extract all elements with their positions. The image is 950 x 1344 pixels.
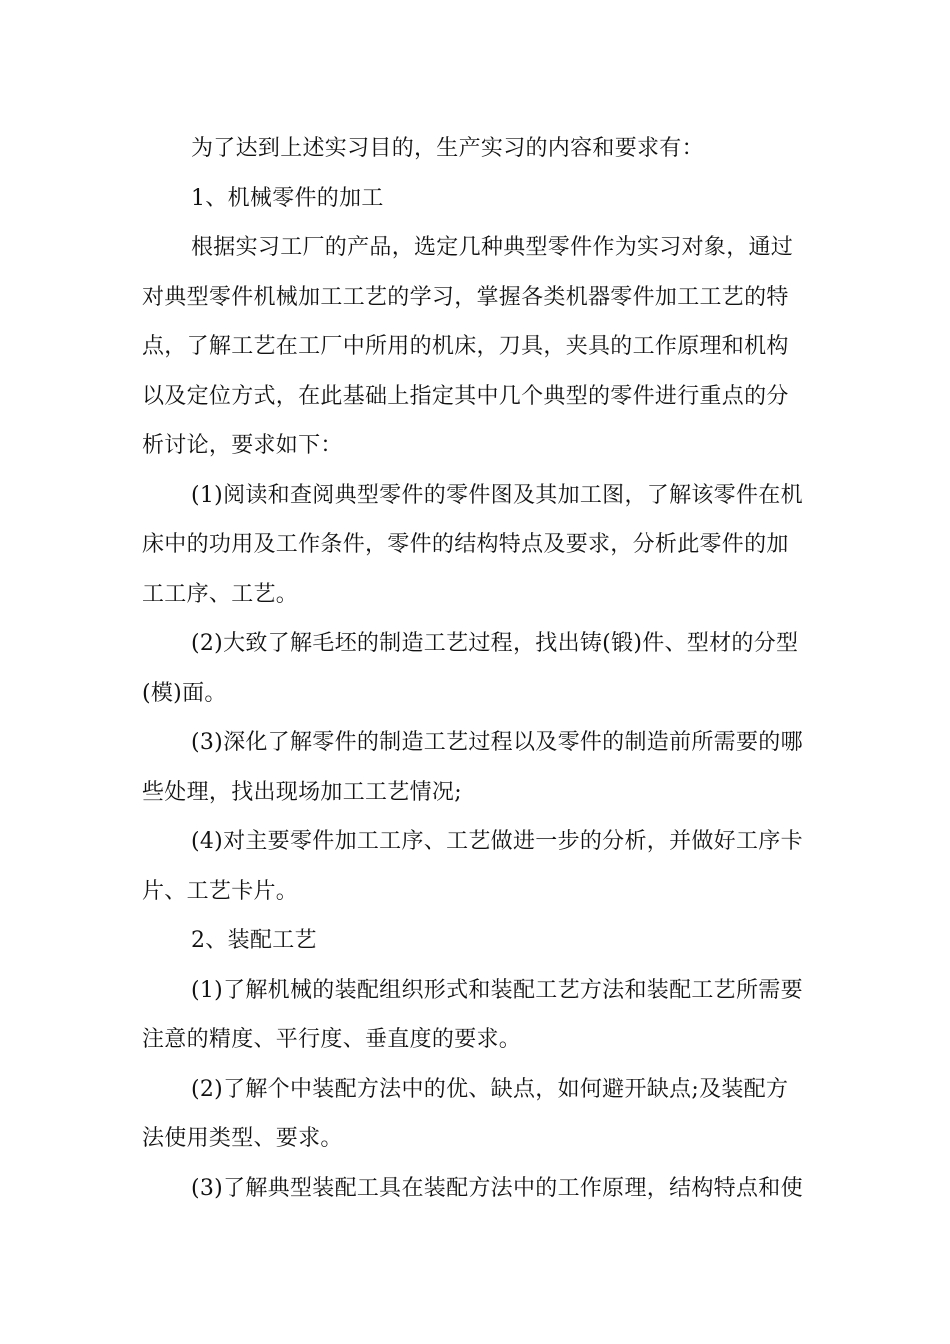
list-item-machining-2: [142, 619, 810, 718]
list-item-machining-4: [142, 817, 810, 916]
text-line: 片、工艺卡片。: [142, 878, 299, 904]
text-line: (1)了解机械的装配组织形式和装配工艺方法和装配工艺所需要: [191, 977, 803, 1003]
list-item-machining-3: [142, 718, 810, 817]
document-body: [142, 124, 810, 1213]
text-line: (3)深化了解零件的制造工艺过程以及零件的制造前所需要的哪: [191, 730, 803, 755]
text-line: (3)了解典型装配工具在装配方法中的工作原理，结构特点和使: [191, 1175, 803, 1201]
list-item-assembly-2: [142, 1065, 810, 1164]
text-line: (4)对主要零件加工工序、工艺做进一步的分析，并做好工序卡: [191, 829, 803, 854]
text-line: 析讨论，要求如下：: [142, 433, 343, 458]
text-line: (2)了解个中装配方法中的优、缺点，如何避开缺点;及装配方: [191, 1076, 789, 1102]
text-line: 点，了解工艺在工厂中所用的机床，刀具，夹具的工作原理和机构: [142, 334, 789, 359]
paragraph-machining-overview: [142, 223, 810, 471]
text-line: 些处理，找出现场加工工艺情况;: [142, 779, 462, 805]
list-item-machining-1: [142, 471, 810, 620]
text-line: (1)阅读和查阅典型零件的零件图及其加工图，了解该零件在机: [191, 482, 803, 508]
text-line: 法使用类型、要求。: [142, 1126, 343, 1151]
text-line: 工工序、工艺。: [142, 581, 299, 607]
text-line: 以及定位方式，在此基础上指定其中几个典型的零件进行重点的分: [142, 383, 789, 409]
list-item-assembly-1: [142, 966, 810, 1065]
text-line: (2)大致了解毛坯的制造工艺过程，找出铸(锻)件、型材的分型: [191, 631, 799, 656]
section-heading-machining: [142, 174, 810, 224]
text-line: 床中的功用及工作条件，零件的结构特点及要求，分析此零件的加: [142, 532, 789, 557]
text-line: 2、装配工艺: [191, 928, 317, 953]
text-line: 对典型零件机械加工工艺的学习，掌握各类机器零件加工工艺的特: [142, 284, 789, 310]
text-line: 1、机械零件的加工: [191, 185, 384, 211]
text-line: 为了达到上述实习目的，生产实习的内容和要求有：: [191, 136, 704, 161]
text-line: 根据实习工厂的产品，选定几种典型零件作为实习对象，通过: [191, 235, 794, 260]
section-heading-assembly: [142, 916, 810, 966]
paragraph-intro: [142, 124, 810, 174]
text-line: (模)面。: [142, 680, 227, 706]
list-item-assembly-3: [142, 1164, 810, 1214]
text-line: 注意的精度、平行度、垂直度的要求。: [142, 1027, 522, 1052]
